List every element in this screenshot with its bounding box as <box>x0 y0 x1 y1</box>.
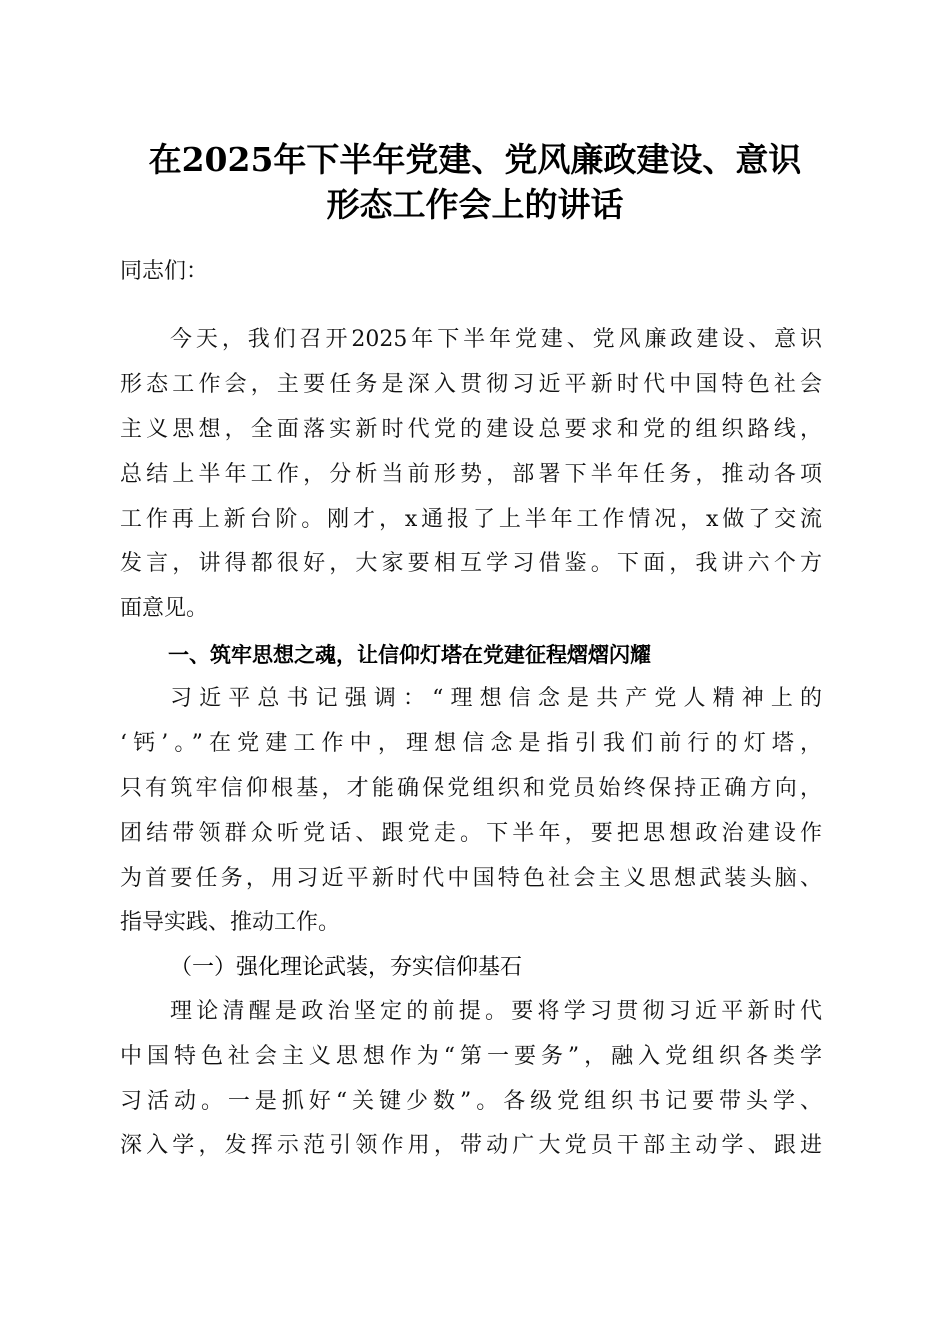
paragraph-line: 形态工作会，主要任务是深入贯彻习近平新时代中国特色社会 <box>120 372 822 397</box>
paragraph-line: 中国特色社会主义思想作为“第一要务”，融入党组织各类学 <box>120 1044 822 1069</box>
paragraph-line: 面意见。 <box>120 596 209 621</box>
paragraph-line: 工作再上新台阶。刚才，x通报了上半年工作情况，x做了交流 <box>120 507 822 532</box>
paragraph-line: 习活动。一是抓好“关键少数”。各级党组织书记要带头学、 <box>120 1089 822 1114</box>
subsection-heading: （一）强化理论武装，夯实信仰基石 <box>170 955 523 980</box>
paragraph-line: ‘钙’。”在党建工作中，理想信念是指引我们前行的灯塔， <box>120 731 822 756</box>
section-heading: 一、筑牢思想之魂，让信仰灯塔在党建征程熠熠闪耀 <box>168 643 651 667</box>
salutation: 同志们： <box>120 259 209 284</box>
paragraph-line: 习近平总书记强调：“理想信念是共产党人精神上的 <box>170 686 822 711</box>
document-title-line-1: 在2025年下半年党建、党风廉政建设、意识 <box>148 140 802 179</box>
paragraph-line: 今天，我们召开2025年下半年党建、党风廉政建设、意识 <box>170 327 822 352</box>
paragraph-line: 团结带领群众听党话、跟党走。下半年，要把思想政治建设作 <box>120 821 822 846</box>
paragraph-line: 只有筑牢信仰根基，才能确保党组织和党员始终保持正确方向， <box>120 776 822 801</box>
document-title-line-2: 形态工作会上的讲话 <box>326 185 624 224</box>
paragraph-line: 发言，讲得都很好，大家要相互学习借鉴。下面，我讲六个方 <box>120 551 822 576</box>
paragraph-line: 指导实践、推动工作。 <box>120 910 341 935</box>
paragraph-line: 总结上半年工作，分析当前形势，部署下半年任务，推动各项 <box>120 462 822 487</box>
paragraph-line: 为首要任务，用习近平新时代中国特色社会主义思想武装头脑、 <box>120 866 822 891</box>
paragraph-line: 主义思想，全面落实新时代党的建设总要求和党的组织路线， <box>120 417 822 442</box>
paragraph-line: 理论清醒是政治坚定的前提。要将学习贯彻习近平新时代 <box>170 999 822 1024</box>
paragraph-line: 深入学，发挥示范引领作用，带动广大党员干部主动学、跟进 <box>120 1133 822 1158</box>
